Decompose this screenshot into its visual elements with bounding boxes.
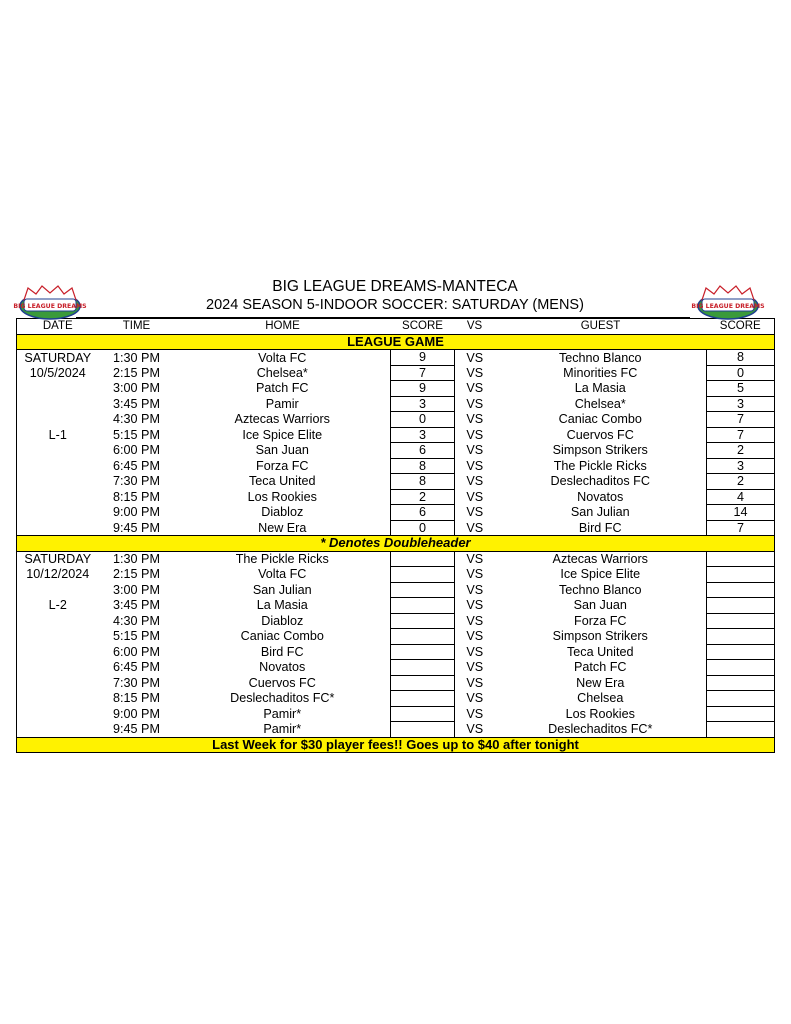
game-row: [17, 458, 775, 474]
date-cell: 10/12/2024: [26, 567, 90, 582]
guest-team: Caniac Combo: [558, 412, 642, 427]
schedule-body: [17, 334, 775, 536]
guest-score: 5: [707, 381, 775, 397]
home-score: [391, 691, 455, 707]
game-time: 1:30 PM: [113, 350, 160, 365]
game-time: 3:00 PM: [113, 582, 160, 597]
schedule-body-week2: [17, 536, 775, 738]
game-row: [17, 396, 775, 412]
home-score: [391, 613, 455, 629]
guest-score: [707, 660, 775, 676]
guest-score: 3: [707, 458, 775, 474]
big-league-dreams-logo-left: [13, 284, 87, 322]
game-time: 1:30 PM: [113, 552, 160, 566]
vs-label: VS: [466, 582, 484, 597]
home-team: San Julian: [252, 582, 312, 597]
vs-label: VS: [466, 644, 484, 659]
date-cell: [17, 396, 99, 412]
col-time: TIME: [99, 319, 175, 335]
big-league-dreams-logo-right: [691, 284, 765, 322]
footer-banner: [17, 737, 775, 753]
vs-label: VS: [466, 520, 484, 535]
guest-score: [707, 629, 775, 645]
game-row: [17, 427, 775, 443]
date-cell: [17, 644, 99, 660]
vs-label: VS: [466, 381, 484, 396]
game-time: 8:15 PM: [113, 691, 160, 706]
guest-score: [707, 644, 775, 660]
vs-label: VS: [466, 474, 484, 489]
date-cell: [17, 691, 99, 707]
game-time: 6:00 PM: [113, 443, 160, 458]
game-row: [17, 520, 775, 536]
game-row: [17, 582, 775, 598]
schedule-footer: [17, 737, 775, 753]
guest-team: Chelsea: [577, 691, 624, 706]
home-team: The Pickle Ricks: [235, 552, 329, 566]
date-cell: L-1: [48, 427, 67, 442]
home-team: Diabloz: [261, 613, 304, 628]
game-time: 3:45 PM: [113, 396, 160, 411]
game-time: 8:15 PM: [113, 489, 160, 504]
home-team: New Era: [258, 520, 307, 535]
game-row: [17, 412, 775, 428]
date-cell: [17, 520, 99, 536]
guest-score: [707, 706, 775, 722]
vs-label: VS: [466, 691, 484, 706]
home-score: 2: [391, 489, 455, 505]
game-time: 6:45 PM: [113, 458, 160, 473]
home-team: Volta FC: [258, 567, 307, 582]
game-time: 9:00 PM: [113, 706, 160, 721]
date-cell: SATURDAY: [24, 552, 92, 566]
date-cell: [17, 489, 99, 505]
doubleheader-note: * Denotes Doubleheader: [17, 536, 775, 552]
date-cell: [17, 505, 99, 521]
vs-label: VS: [466, 458, 484, 473]
guest-score: 7: [707, 412, 775, 428]
guest-score: 8: [707, 350, 775, 366]
home-team: Aztecas Warriors: [234, 412, 330, 427]
doubleheader-banner: [17, 536, 775, 552]
vs-label: VS: [466, 552, 484, 566]
game-time: 7:30 PM: [113, 474, 160, 489]
guest-team: Deslechaditos FC*: [548, 722, 653, 736]
home-team: Pamir*: [263, 706, 302, 721]
guest-team: Simpson Strikers: [552, 443, 648, 458]
date-cell: [17, 381, 99, 397]
date-cell: [17, 706, 99, 722]
home-team: San Juan: [255, 443, 309, 458]
guest-score: [707, 613, 775, 629]
date-cell: [17, 474, 99, 490]
home-score: 7: [391, 365, 455, 381]
vs-label: VS: [466, 443, 484, 458]
guest-team: Forza FC: [574, 613, 627, 628]
date-cell: [17, 412, 99, 428]
col-guest: GUEST: [495, 319, 707, 335]
date-cell: SATURDAY: [24, 350, 92, 365]
game-time: 2:15 PM: [113, 365, 160, 380]
home-team: Volta FC: [258, 350, 307, 365]
guest-score: [707, 722, 775, 738]
schedule-header: [13, 278, 774, 318]
home-score: [391, 551, 455, 567]
col-home-score: SCORE: [391, 319, 455, 335]
guest-team: Ice Spice Elite: [560, 567, 641, 582]
guest-score: 3: [707, 396, 775, 412]
home-score: 3: [391, 396, 455, 412]
schedule-table: [16, 318, 775, 753]
home-score: [391, 582, 455, 598]
guest-team: Aztecas Warriors: [552, 552, 648, 566]
date-cell: [17, 458, 99, 474]
home-score: 9: [391, 350, 455, 366]
header-divider: [76, 317, 690, 319]
col-home: HOME: [175, 319, 391, 335]
game-time: 6:45 PM: [113, 660, 160, 675]
vs-label: VS: [466, 613, 484, 628]
guest-team: Patch FC: [574, 660, 627, 675]
vs-label: VS: [466, 567, 484, 582]
home-score: 0: [391, 520, 455, 536]
home-team: La Masia: [256, 598, 308, 613]
game-row: [17, 644, 775, 660]
home-team: Diabloz: [261, 505, 304, 520]
home-team: Caniac Combo: [240, 629, 324, 644]
guest-team: The Pickle Ricks: [553, 458, 647, 473]
page-subtitle: 2024 SEASON 5-INDOOR SOCCER: SATURDAY (MENS): [206, 297, 584, 313]
guest-score: [707, 567, 775, 583]
game-row: [17, 722, 775, 738]
vs-label: VS: [466, 675, 484, 690]
col-guest-score: SCORE: [707, 319, 775, 335]
home-team: Forza FC: [256, 458, 309, 473]
guest-team: San Juan: [573, 598, 627, 613]
game-time: 9:45 PM: [113, 520, 160, 535]
game-row: [17, 551, 775, 567]
home-team: Pamir: [265, 396, 299, 411]
home-team: Ice Spice Elite: [242, 427, 323, 442]
home-team: Teca United: [248, 474, 316, 489]
home-score: 6: [391, 505, 455, 521]
guest-team: Chelsea*: [574, 396, 626, 411]
home-score: [391, 567, 455, 583]
guest-team: Minorities FC: [563, 365, 638, 380]
home-score: [391, 722, 455, 738]
home-team: Deslechaditos FC*: [230, 691, 335, 706]
home-score: [391, 706, 455, 722]
col-vs: VS: [455, 319, 495, 335]
home-score: 9: [391, 381, 455, 397]
guest-team: Bird FC: [578, 520, 622, 535]
home-score: [391, 660, 455, 676]
home-team: Bird FC: [260, 644, 304, 659]
vs-label: VS: [466, 350, 484, 365]
column-header-row: [17, 319, 775, 335]
game-row: [17, 629, 775, 645]
league-game-label: LEAGUE GAME: [17, 334, 775, 350]
guest-team: Techno Blanco: [558, 582, 642, 597]
date-cell: [17, 613, 99, 629]
guest-team: Techno Blanco: [558, 350, 642, 365]
game-row: [17, 660, 775, 676]
page-title: BIG LEAGUE DREAMS-MANTECA: [272, 278, 518, 295]
vs-label: VS: [466, 660, 484, 675]
date-cell: [17, 582, 99, 598]
home-team: Novatos: [259, 660, 306, 675]
game-time: 5:15 PM: [113, 629, 160, 644]
vs-label: VS: [466, 489, 484, 504]
date-cell: [17, 629, 99, 645]
vs-label: VS: [466, 706, 484, 721]
game-time: 4:30 PM: [113, 613, 160, 628]
game-time: 4:30 PM: [113, 412, 160, 427]
game-row: [17, 489, 775, 505]
game-row: [17, 381, 775, 397]
guest-score: 14: [707, 505, 775, 521]
col-date: DATE: [17, 319, 99, 335]
vs-label: VS: [466, 365, 484, 380]
home-team: Chelsea*: [256, 365, 308, 380]
date-cell: [17, 443, 99, 459]
guest-team: San Julian: [570, 505, 630, 520]
game-row: [17, 613, 775, 629]
game-time: 5:15 PM: [113, 427, 160, 442]
logo-left-text: BIG LEAGUE DREAMS: [13, 303, 87, 310]
home-score: [391, 598, 455, 614]
guest-score: [707, 598, 775, 614]
home-score: 8: [391, 474, 455, 490]
guest-team: Novatos: [577, 489, 624, 504]
vs-label: VS: [466, 505, 484, 520]
guest-score: 2: [707, 474, 775, 490]
game-row: [17, 675, 775, 691]
vs-label: VS: [466, 629, 484, 644]
game-time: 9:45 PM: [113, 722, 160, 736]
home-team: Patch FC: [256, 381, 309, 396]
vs-label: VS: [466, 396, 484, 411]
game-row: [17, 365, 775, 381]
league-game-banner: [17, 334, 775, 350]
guest-team: Teca United: [566, 644, 634, 659]
guest-team: Deslechaditos FC: [550, 474, 650, 489]
guest-score: [707, 551, 775, 567]
footer-note: Last Week for $30 player fees!! Goes up to $40 after tonight: [17, 737, 775, 753]
guest-team: New Era: [576, 675, 625, 690]
game-row: [17, 567, 775, 583]
date-cell: L-2: [48, 598, 67, 613]
guest-team: Simpson Strikers: [552, 629, 648, 644]
game-time: 3:00 PM: [113, 381, 160, 396]
game-row: [17, 350, 775, 366]
home-team: Los Rookies: [247, 489, 317, 504]
home-score: 8: [391, 458, 455, 474]
home-score: 0: [391, 412, 455, 428]
guest-score: 2: [707, 443, 775, 459]
logo-right-text: BIG LEAGUE DREAMS: [691, 303, 765, 310]
game-time: 9:00 PM: [113, 505, 160, 520]
date-cell: 10/5/2024: [29, 365, 86, 380]
game-row: [17, 443, 775, 459]
vs-label: VS: [466, 412, 484, 427]
guest-team: Los Rookies: [565, 706, 635, 721]
guest-score: 0: [707, 365, 775, 381]
home-score: [391, 644, 455, 660]
vs-label: VS: [466, 427, 484, 442]
guest-score: 4: [707, 489, 775, 505]
game-row: [17, 505, 775, 521]
home-score: 6: [391, 443, 455, 459]
game-row: [17, 706, 775, 722]
game-time: 2:15 PM: [113, 567, 160, 582]
home-score: [391, 629, 455, 645]
date-cell: [17, 675, 99, 691]
game-time: 3:45 PM: [113, 598, 160, 613]
home-score: [391, 675, 455, 691]
guest-team: La Masia: [574, 381, 626, 396]
game-time: 6:00 PM: [113, 644, 160, 659]
game-row: [17, 474, 775, 490]
guest-team: Cuervos FC: [566, 427, 634, 442]
game-row: [17, 691, 775, 707]
vs-label: VS: [466, 598, 484, 613]
guest-score: [707, 582, 775, 598]
home-score: 3: [391, 427, 455, 443]
schedule-sheet: [13, 278, 774, 753]
guest-score: [707, 675, 775, 691]
date-cell: [17, 660, 99, 676]
date-cell: [17, 722, 99, 738]
game-row: [17, 598, 775, 614]
home-team: Cuervos FC: [248, 675, 316, 690]
guest-score: [707, 691, 775, 707]
game-time: 7:30 PM: [113, 675, 160, 690]
guest-score: 7: [707, 427, 775, 443]
home-team: Pamir*: [263, 722, 302, 736]
guest-score: 7: [707, 520, 775, 536]
vs-label: VS: [466, 722, 484, 736]
